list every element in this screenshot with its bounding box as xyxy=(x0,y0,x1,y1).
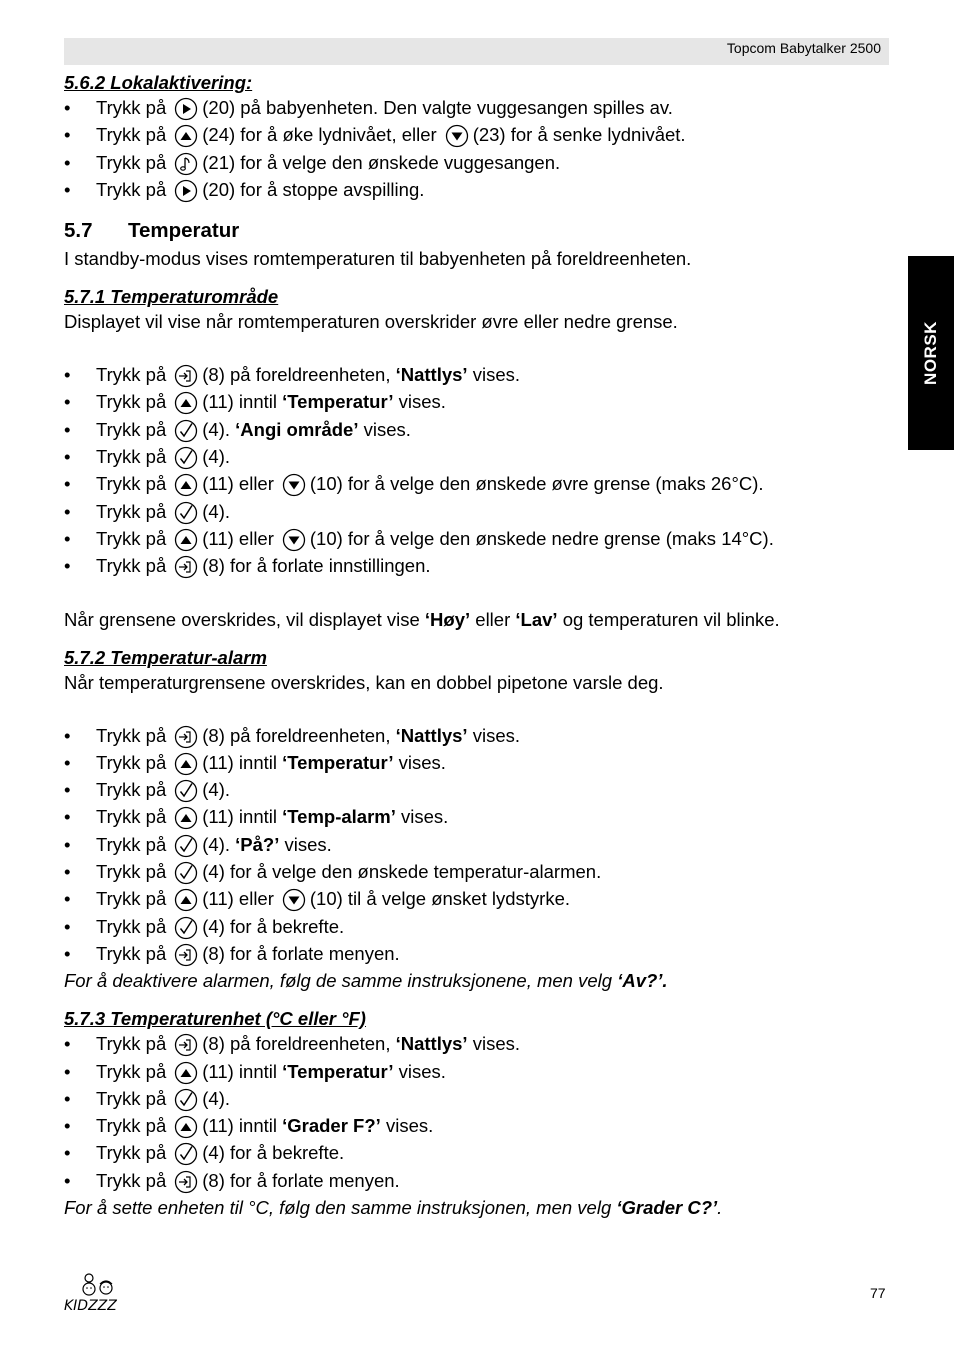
step-text: (11) inntil xyxy=(202,751,277,773)
section-5-7-text: I standby-modus vises romtemperaturen til babyenheten på foreldreenheten. xyxy=(64,248,692,270)
down-icon xyxy=(445,124,469,148)
step-text: (4). xyxy=(202,500,230,522)
list-5-7-3 xyxy=(64,1030,894,1194)
step-prefix: Trykk på xyxy=(96,1142,167,1164)
step-prefix: Trykk på xyxy=(96,418,167,440)
step-text: (8) for å forlate innstillingen. xyxy=(202,555,431,577)
section-5-7-2-intro: Når temperaturgrensene overskrides, kan en dobbel pipetone varsle deg. xyxy=(64,671,664,693)
section-5-7-1-intro: Displayet vil vise når romtemperaturen overskrider øvre eller nedre grense. xyxy=(64,311,678,333)
list-item xyxy=(64,388,894,415)
list-item xyxy=(64,803,894,830)
list-item xyxy=(64,552,894,579)
menu-icon xyxy=(174,1170,198,1194)
step-text: (11) inntil xyxy=(202,1115,277,1137)
display-label: ‘Temperatur’ xyxy=(282,1060,394,1082)
step-text: (11) inntil xyxy=(202,806,277,828)
page-header xyxy=(64,38,889,65)
step-text: (4) for å bekrefte. xyxy=(202,915,345,937)
up-icon xyxy=(174,1115,198,1139)
heading-5-7-3: 5.7.3 Temperaturenhet (°C eller °F) xyxy=(64,1008,366,1030)
step-prefix: Trykk på xyxy=(96,473,167,495)
step-text-cont: (10) til å velge ønsket lydstyrke. xyxy=(309,888,570,910)
section-title: Temperatur xyxy=(128,219,240,243)
check-icon xyxy=(174,861,198,885)
step-prefix: Trykk på xyxy=(96,391,167,413)
list-5-6-2 xyxy=(64,94,894,203)
display-label: ‘Temperatur’ xyxy=(282,391,394,413)
up-icon xyxy=(174,1061,198,1085)
step-text: (11) eller xyxy=(202,527,274,549)
up-icon xyxy=(174,124,198,148)
display-label: ‘Temperatur’ xyxy=(282,751,394,773)
step-suffix: vises. xyxy=(385,1115,434,1137)
display-label: ‘På?’ xyxy=(235,833,280,855)
step-suffix: vises. xyxy=(401,806,449,828)
step-text: (8) på foreldreenheten, xyxy=(202,364,391,386)
display-label: ‘Temp-alarm’ xyxy=(282,806,396,828)
step-text-cont: (10) for å velge den ønskede nedre grense (maks 14°C). xyxy=(309,527,774,549)
step-text: (11) inntil xyxy=(202,1060,277,1082)
menu-icon xyxy=(174,555,198,579)
step-text: (11) eller xyxy=(202,473,274,495)
step-prefix: Trykk på xyxy=(96,942,167,964)
menu-icon xyxy=(174,364,198,388)
list-item xyxy=(64,1085,894,1112)
kidzzz-logo xyxy=(62,1272,134,1314)
list-item xyxy=(64,749,894,776)
heading-5-7 xyxy=(64,217,894,245)
step-prefix: Trykk på xyxy=(96,1087,167,1109)
step-prefix: Trykk på xyxy=(96,446,167,468)
step-text: (4) for å bekrefte. xyxy=(202,1142,345,1164)
list-item xyxy=(64,885,894,912)
step-prefix: Trykk på xyxy=(96,915,167,937)
heading-5-7-2: 5.7.2 Temperatur-alarm xyxy=(64,646,267,668)
list-item xyxy=(64,1058,894,1085)
list-item xyxy=(64,1112,894,1139)
step-prefix: Trykk på xyxy=(96,861,167,883)
check-icon xyxy=(174,779,198,803)
list-item xyxy=(64,443,894,470)
step-text: (4). xyxy=(202,779,230,801)
list-item xyxy=(64,416,894,443)
step-prefix: Trykk på xyxy=(96,779,167,801)
heading-5-6-2: 5.6.2 Lokalaktivering: xyxy=(64,72,253,93)
up-icon xyxy=(174,391,198,415)
display-label: ‘Grader F?’ xyxy=(282,1115,381,1137)
step-prefix: Trykk på xyxy=(96,1115,167,1137)
up-icon xyxy=(174,888,198,912)
step-suffix: vises. xyxy=(363,418,411,440)
step-text: (20) for å stoppe avspilling. xyxy=(202,178,425,200)
step-suffix: vises. xyxy=(472,364,521,386)
step-prefix: Trykk på xyxy=(96,124,167,146)
step-prefix: Trykk på xyxy=(96,555,167,577)
step-text-cont: (10) for å velge den ønskede øvre grense (maks 26°C). xyxy=(309,473,764,495)
step-prefix: Trykk på xyxy=(96,178,167,200)
up-icon xyxy=(174,473,198,497)
list-item xyxy=(64,176,894,203)
up-icon xyxy=(174,806,198,830)
step-text: (11) inntil xyxy=(202,391,277,413)
step-prefix: Trykk på xyxy=(96,1169,167,1191)
check-icon xyxy=(174,1088,198,1112)
menu-icon xyxy=(174,725,198,749)
play-icon xyxy=(174,97,198,121)
header-title: Topcom Babytalker 2500 xyxy=(726,40,881,56)
step-text: (4) for å velge den ønskede temperatur-alarmen. xyxy=(202,861,602,883)
step-text: (8) for å forlate menyen. xyxy=(202,1169,400,1191)
step-text: (4). xyxy=(202,1087,230,1109)
step-suffix: vises. xyxy=(472,724,521,746)
list-item xyxy=(64,361,894,388)
step-text: (4). xyxy=(202,833,230,855)
step-text: (11) eller xyxy=(202,888,274,910)
list-item xyxy=(64,858,894,885)
list-item xyxy=(64,1030,894,1057)
check-icon xyxy=(174,501,198,525)
step-text-cont: (23) for å senke lydnivået. xyxy=(472,124,686,146)
step-text: (20) på babyenheten. Den valgte vuggesangen spilles av. xyxy=(202,97,673,118)
check-icon xyxy=(174,419,198,443)
list-item xyxy=(64,913,894,940)
step-prefix: Trykk på xyxy=(96,97,167,118)
step-text: (24) for å øke lydnivået, eller xyxy=(202,124,437,146)
section-5-7-2-note: For å deaktivere alarmen, følg de samme instruksjonene, men velg ‘Av?’. xyxy=(64,970,668,992)
up-icon xyxy=(174,752,198,776)
logo-text: KIDZZZ xyxy=(64,1298,117,1314)
page-content xyxy=(64,72,894,1221)
menu-icon xyxy=(174,1033,198,1057)
step-text: (21) for å velge den ønskede vuggesangen. xyxy=(202,151,561,173)
step-text: (4). xyxy=(202,446,230,468)
list-item xyxy=(64,776,894,803)
language-tab xyxy=(908,256,954,450)
list-item xyxy=(64,831,894,858)
step-prefix: Trykk på xyxy=(96,751,167,773)
step-text: (8) for å forlate menyen. xyxy=(202,942,400,964)
step-prefix: Trykk på xyxy=(96,833,167,855)
display-label: ‘Nattlys’ xyxy=(395,364,468,386)
step-suffix: vises. xyxy=(472,1033,521,1055)
list-item xyxy=(64,722,894,749)
check-icon xyxy=(174,1142,198,1166)
down-icon xyxy=(282,473,306,497)
step-suffix: vises. xyxy=(398,391,446,413)
list-item xyxy=(64,940,894,967)
display-label: ‘Nattlys’ xyxy=(395,1033,468,1055)
menu-icon xyxy=(174,943,198,967)
step-prefix: Trykk på xyxy=(96,806,167,828)
list-item xyxy=(64,149,894,176)
step-prefix: Trykk på xyxy=(96,888,167,910)
step-suffix: vises. xyxy=(284,833,332,855)
step-prefix: Trykk på xyxy=(96,527,167,549)
note-icon xyxy=(174,152,198,176)
play-icon xyxy=(174,179,198,203)
list-item xyxy=(64,121,894,148)
list-item xyxy=(64,1167,894,1194)
section-number: 5.7 xyxy=(64,219,93,243)
up-icon xyxy=(174,528,198,552)
down-icon xyxy=(282,528,306,552)
list-5-7-2 xyxy=(64,722,894,968)
list-item xyxy=(64,470,894,497)
check-icon xyxy=(174,834,198,858)
section-5-7-1-outro: Når grensene overskrides, vil displayet vise ‘Høy’ eller ‘Lav’ og temperaturen vil blinke. xyxy=(64,608,780,630)
step-prefix: Trykk på xyxy=(96,364,167,386)
list-item xyxy=(64,1139,894,1166)
list-5-7-1 xyxy=(64,361,894,579)
page-number: 77 xyxy=(870,1285,886,1301)
check-icon xyxy=(174,916,198,940)
step-text: (4). xyxy=(202,418,230,440)
language-tab-label: NORSK xyxy=(921,321,940,385)
heading-5-7-1: 5.7.1 Temperaturområde xyxy=(64,286,279,308)
step-suffix: vises. xyxy=(398,1060,446,1082)
list-item xyxy=(64,498,894,525)
step-prefix: Trykk på xyxy=(96,151,167,173)
list-item xyxy=(64,525,894,552)
display-label: ‘Nattlys’ xyxy=(395,724,468,746)
step-prefix: Trykk på xyxy=(96,1033,167,1055)
check-icon xyxy=(174,446,198,470)
down-icon xyxy=(282,888,306,912)
step-suffix: vises. xyxy=(398,751,446,773)
step-text: (8) på foreldreenheten, xyxy=(202,1033,391,1055)
display-label: ‘Angi område’ xyxy=(235,418,359,440)
step-prefix: Trykk på xyxy=(96,1060,167,1082)
step-prefix: Trykk på xyxy=(96,724,167,746)
step-prefix: Trykk på xyxy=(96,500,167,522)
step-text: (8) på foreldreenheten, xyxy=(202,724,391,746)
section-5-7-3-note: For å sette enheten til °C, følg den samme instruksjonen, men velg ‘Grader C?’. xyxy=(64,1197,723,1219)
list-item xyxy=(64,94,894,121)
